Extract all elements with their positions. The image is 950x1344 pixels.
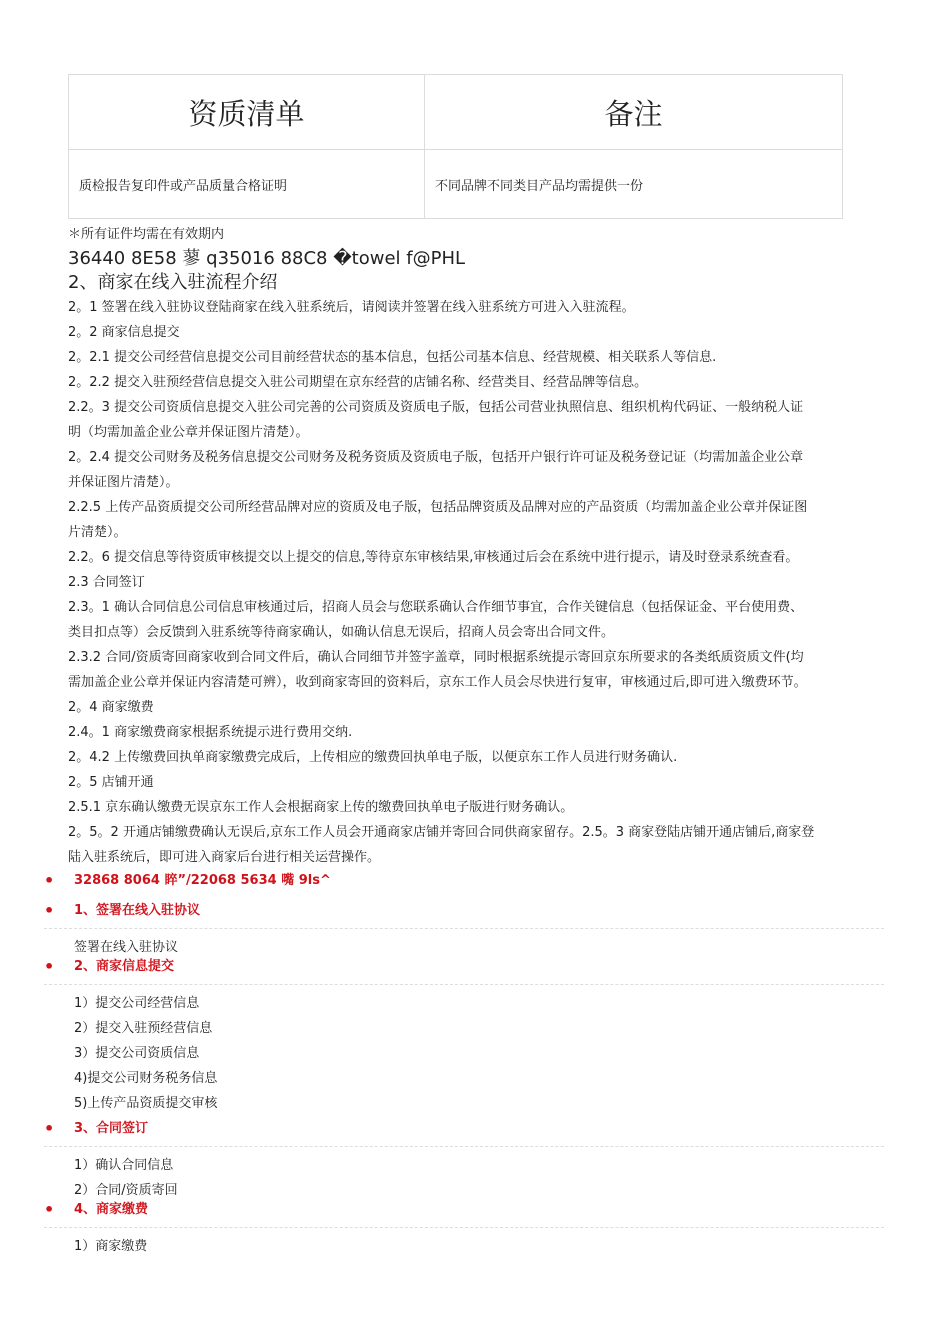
step-sub-item[interactable]: 1）确认合同信息 [74, 1158, 174, 1173]
bullet-icon: • [44, 957, 55, 976]
paragraph: 2。2.1 提交公司经营信息提交公司目前经营状态的基本信息，包括公司基本信息、经营规模、相关联系人等信息. [68, 350, 717, 365]
process-step-list [44, 868, 884, 1259]
paragraph: 明（均需加盖企业公章并保证图片清楚）。 [68, 425, 309, 440]
step-heading-1[interactable] [44, 898, 884, 929]
paragraph: 2.4。1 商家缴费商家根据系统提示进行费用交纳. [68, 725, 353, 740]
table-row [69, 150, 843, 219]
step-heading-label: 2、商家信息提交 [74, 959, 175, 974]
paragraph: 2。4.2 上传缴费回执单商家缴费完成后，上传相应的缴费回执单电子版，以便京东工作人员进行财务确认. [68, 750, 678, 765]
paragraph: 陆入驻系统后，即可进入商家后台进行相关运营操作。 [68, 850, 381, 865]
step-sub-item[interactable]: 2）合同/资质寄回 [74, 1183, 178, 1198]
paragraph: 2.3。1 确认合同信息公司信息审核通过后，招商人员会与您联系确认合作细节事宜，合作关键信息（包括保证金、平台使用费、 [68, 600, 804, 615]
step-sub-item[interactable]: 3）提交公司资质信息 [74, 1046, 200, 1061]
bullet-icon: • [44, 871, 55, 890]
validity-note: ＊所有证件均需在有效期内 [68, 227, 225, 242]
step-sub-item[interactable]: 1）商家缴费 [74, 1239, 148, 1254]
paragraph: 2.3.2 合同/资质寄回商家收到合同文件后，确认合同细节并签字盖章，同时根据系统提示寄回京东所要求的各类纸质资质文件(均 [68, 650, 804, 665]
step-heading-4[interactable] [44, 1197, 884, 1228]
paragraph: 2。4 商家缴费 [68, 700, 154, 715]
step-sub-item[interactable]: 5)上传产品资质提交审核 [74, 1096, 218, 1111]
paragraph: 并保证图片清楚）。 [68, 475, 179, 490]
paragraph: 2。2.4 提交公司财务及税务信息提交公司财务及税务资质及资质电子版，包括开户银行许可证及税务登记证（均需加盖企业公章 [68, 450, 804, 465]
paragraph: 需加盖企业公章并保证内容清楚可辨），收到商家寄回的资料后，京东工作人员会尽快进行复审，审核通过后,即可进入缴费环节。 [68, 675, 807, 690]
table-header-cell: 备注 [425, 75, 843, 150]
table-cell: 不同品牌不同类目产品均需提供一份 [425, 150, 843, 219]
bullet-icon: • [44, 1119, 55, 1138]
qualification-table [68, 74, 843, 219]
paragraph: 2。5 店铺开通 [68, 775, 154, 790]
step-heading-2[interactable] [44, 954, 884, 985]
paragraph: 2.3 合同签订 [68, 575, 145, 590]
step-sub-item[interactable]: 1）提交公司经营信息 [74, 996, 200, 1011]
bullet-icon: • [44, 1200, 55, 1219]
section-title: 2、商家在线入驻流程介绍 [68, 272, 278, 293]
table-header-row [69, 75, 843, 150]
step-sub-item[interactable]: 签署在线入驻协议 [74, 940, 179, 955]
step-code-heading [44, 868, 884, 898]
paragraph: 2。2.2 提交入驻预经营信息提交入驻公司期望在京东经营的店铺名称、经营类目、经营品牌等信息。 [68, 375, 648, 390]
process-text [68, 222, 888, 870]
step-code-text: 32868 8064 睟”/22068 5634 嘴 9ls^ [74, 873, 331, 888]
paragraph: 2.2.5 上传产品资质提交公司所经营品牌对应的资质及电子版，包括品牌资质及品牌对应的产品资质（均需加盖企业公章并保证图 [68, 500, 808, 515]
document-code: 36440 8E58 蓼 q35016 88C8 �towel f@PHL [68, 248, 466, 269]
paragraph: 2.2。3 提交公司资质信息提交入驻公司完善的公司资质及资质电子版，包括公司营业执照信息、组织机构代码证、一般纳税人证 [68, 400, 804, 415]
bullet-icon: • [44, 901, 55, 920]
table-header-cell: 资质清单 [69, 75, 425, 150]
table-cell: 质检报告复印件或产品质量合格证明 [69, 150, 425, 219]
paragraph: 2。5。2 开通店铺缴费确认无误后,京东工作人员会开通商家店铺并寄回合同供商家留存。2.5。3 商家登陆店铺开通店铺后,商家登 [68, 825, 815, 840]
paragraph: 类目扣点等）会反馈到入驻系统等待商家确认，如确认信息无误后，招商人员会寄出合同文件。 [68, 625, 615, 640]
step-heading-label: 3、合同签订 [74, 1121, 149, 1136]
step-heading-label: 4、商家缴费 [74, 1202, 149, 1217]
paragraph: 2。2 商家信息提交 [68, 325, 180, 340]
paragraph: 2.5.1 京东确认缴费无误京东工作人会根据商家上传的缴费回执单电子版进行财务确认。 [68, 800, 574, 815]
step-heading-3[interactable] [44, 1116, 884, 1147]
step-sub-item[interactable]: 4)提交公司财务税务信息 [74, 1071, 218, 1086]
paragraph: 2.2。6 提交信息等待资质审核提交以上提交的信息,等待京东审核结果,审核通过后会在系统中进行提示，请及时登录系统查看。 [68, 550, 799, 565]
step-heading-label: 1、签署在线入驻协议 [74, 903, 201, 918]
paragraph: 片清楚）。 [68, 525, 127, 540]
step-sub-item[interactable]: 2）提交入驻预经营信息 [74, 1021, 213, 1036]
paragraph: 2。1 签署在线入驻协议登陆商家在线入驻系统后，请阅读并签署在线入驻系统方可进入入驻流程。 [68, 300, 635, 315]
